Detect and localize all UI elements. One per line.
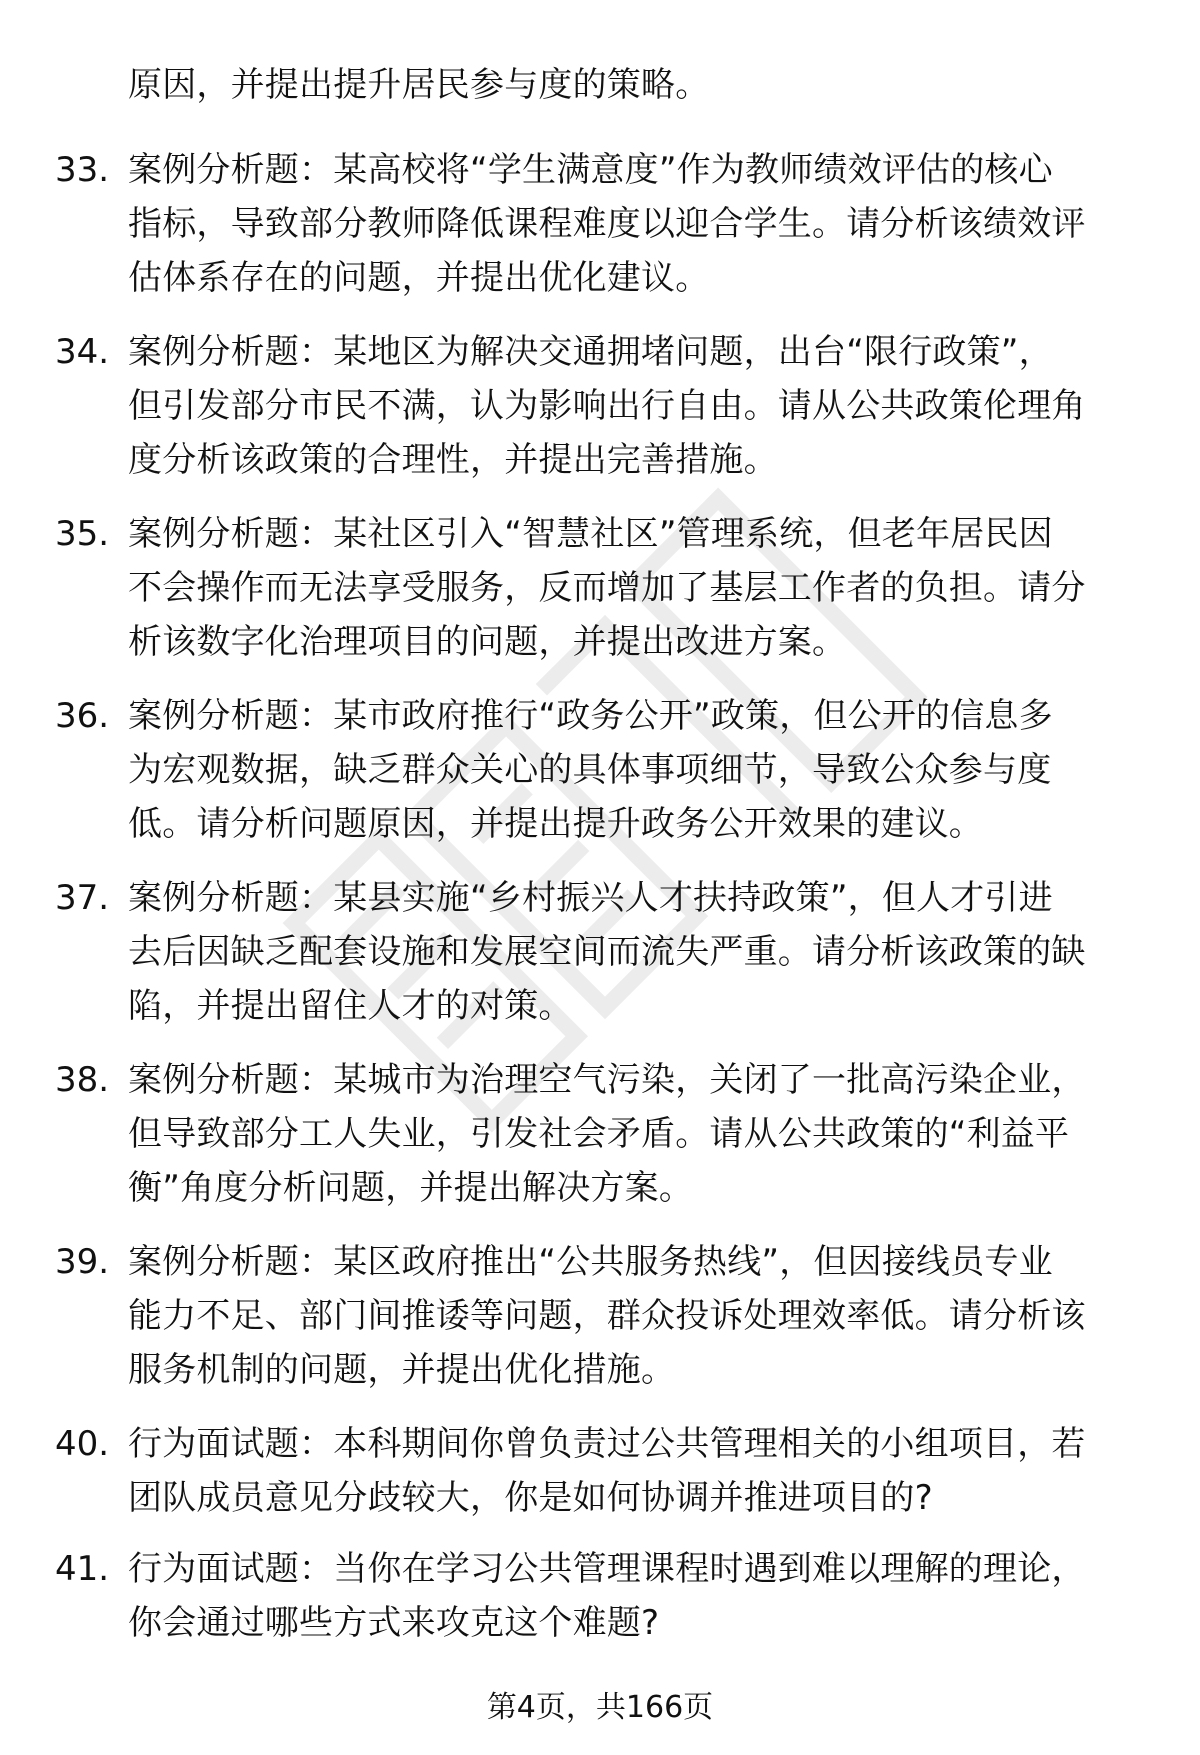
question-line: 案例分析题：某县实施“乡村振兴人才扶持政策”，但人才引进 (128, 878, 1053, 918)
question-line: 度分析该政策的合理性，并提出完善措施。 (128, 440, 778, 480)
question-text (128, 871, 1138, 1033)
question-line: 案例分析题：某地区为解决交通拥堵问题，出台“限行政策”， (128, 332, 1053, 372)
question-number: 37. (55, 878, 110, 918)
question-item (0, 871, 1200, 1053)
question-line: 行为面试题：当你在学习公共管理课程时遇到难以理解的理论， (128, 1549, 1086, 1589)
question-number: 35. (55, 514, 110, 554)
question-line: 去后因缺乏配套设施和发展空间而流失严重。请分析该政策的缺 (128, 932, 1086, 972)
question-text (128, 1235, 1138, 1397)
question-line: 衡”角度分析问题，并提出解决方案。 (128, 1168, 694, 1208)
question-line: 团队成员意见分歧较大，你是如何协调并推进项目的? (128, 1478, 933, 1518)
question-item (0, 1235, 1200, 1417)
question-line: 案例分析题：某社区引入“智慧社区”管理系统，但老年居民因 (128, 514, 1053, 554)
question-list (0, 143, 1200, 1667)
page-number-footer: 第4页，共166页 (486, 1690, 714, 1725)
question-item (0, 1542, 1200, 1667)
question-line: 服务机制的问题，并提出优化措施。 (128, 1350, 676, 1390)
question-text (128, 1542, 1138, 1650)
question-text (128, 1417, 1138, 1525)
question-line: 案例分析题：某市政府推行“政务公开”政策，但公开的信息多 (128, 696, 1053, 736)
question-number: 38. (55, 1060, 110, 1100)
question-number: 40. (55, 1424, 110, 1464)
question-line: 案例分析题：某城市为治理空气污染，关闭了一批高污染企业， (128, 1060, 1086, 1100)
question-number: 36. (55, 696, 110, 736)
question-line: 但导致部分工人失业，引发社会矛盾。请从公共政策的“利益平 (128, 1114, 1070, 1154)
question-line: 案例分析题：某区政府推出“公共服务热线”，但因接线员专业 (128, 1242, 1053, 1282)
question-line: 你会通过哪些方式来攻克这个难题? (128, 1603, 660, 1643)
question-line: 陷，并提出留住人才的对策。 (128, 986, 573, 1026)
question-line: 指标，导致部分教师降低课程难度以迎合学生。请分析该绩效评 (128, 204, 1086, 244)
question-number: 39. (55, 1242, 110, 1282)
question-item (0, 1417, 1200, 1542)
question-line: 但引发部分市民不满，认为影响出行自由。请从公共政策伦理角 (128, 386, 1086, 426)
question-item (0, 507, 1200, 689)
question-line: 析该数字化治理项目的问题，并提出改进方案。 (128, 622, 847, 662)
question-line: 不会操作而无法享受服务，反而增加了基层工作者的负担。请分 (128, 568, 1086, 608)
question-item (0, 689, 1200, 871)
question-text (128, 325, 1138, 487)
question-text (128, 143, 1138, 305)
question-line: 为宏观数据，缺乏群众关心的具体事项细节，导致公众参与度 (128, 750, 1052, 790)
question-item (0, 1053, 1200, 1235)
question-number: 33. (55, 150, 110, 190)
question-line: 案例分析题：某高校将“学生满意度”作为教师绩效评估的核心 (128, 150, 1053, 190)
question-line: 行为面试题：本科期间你曾负责过公共管理相关的小组项目，若 (128, 1424, 1086, 1464)
question-item (0, 325, 1200, 507)
question-text (128, 507, 1138, 669)
question-line: 估体系存在的问题，并提出优化建议。 (128, 258, 710, 298)
question-number: 34. (55, 332, 110, 372)
question-line: 低。请分析问题原因，并提出提升政务公开效果的建议。 (128, 804, 983, 844)
question-text (128, 689, 1138, 851)
question-item (0, 143, 1200, 325)
continuation-text: 原因，并提出提升居民参与度的策略。 (128, 65, 710, 105)
question-text (128, 1053, 1138, 1215)
question-number: 41. (55, 1549, 110, 1589)
question-line: 能力不足、部门间推诿等问题，群众投诉处理效率低。请分析该 (128, 1296, 1086, 1336)
